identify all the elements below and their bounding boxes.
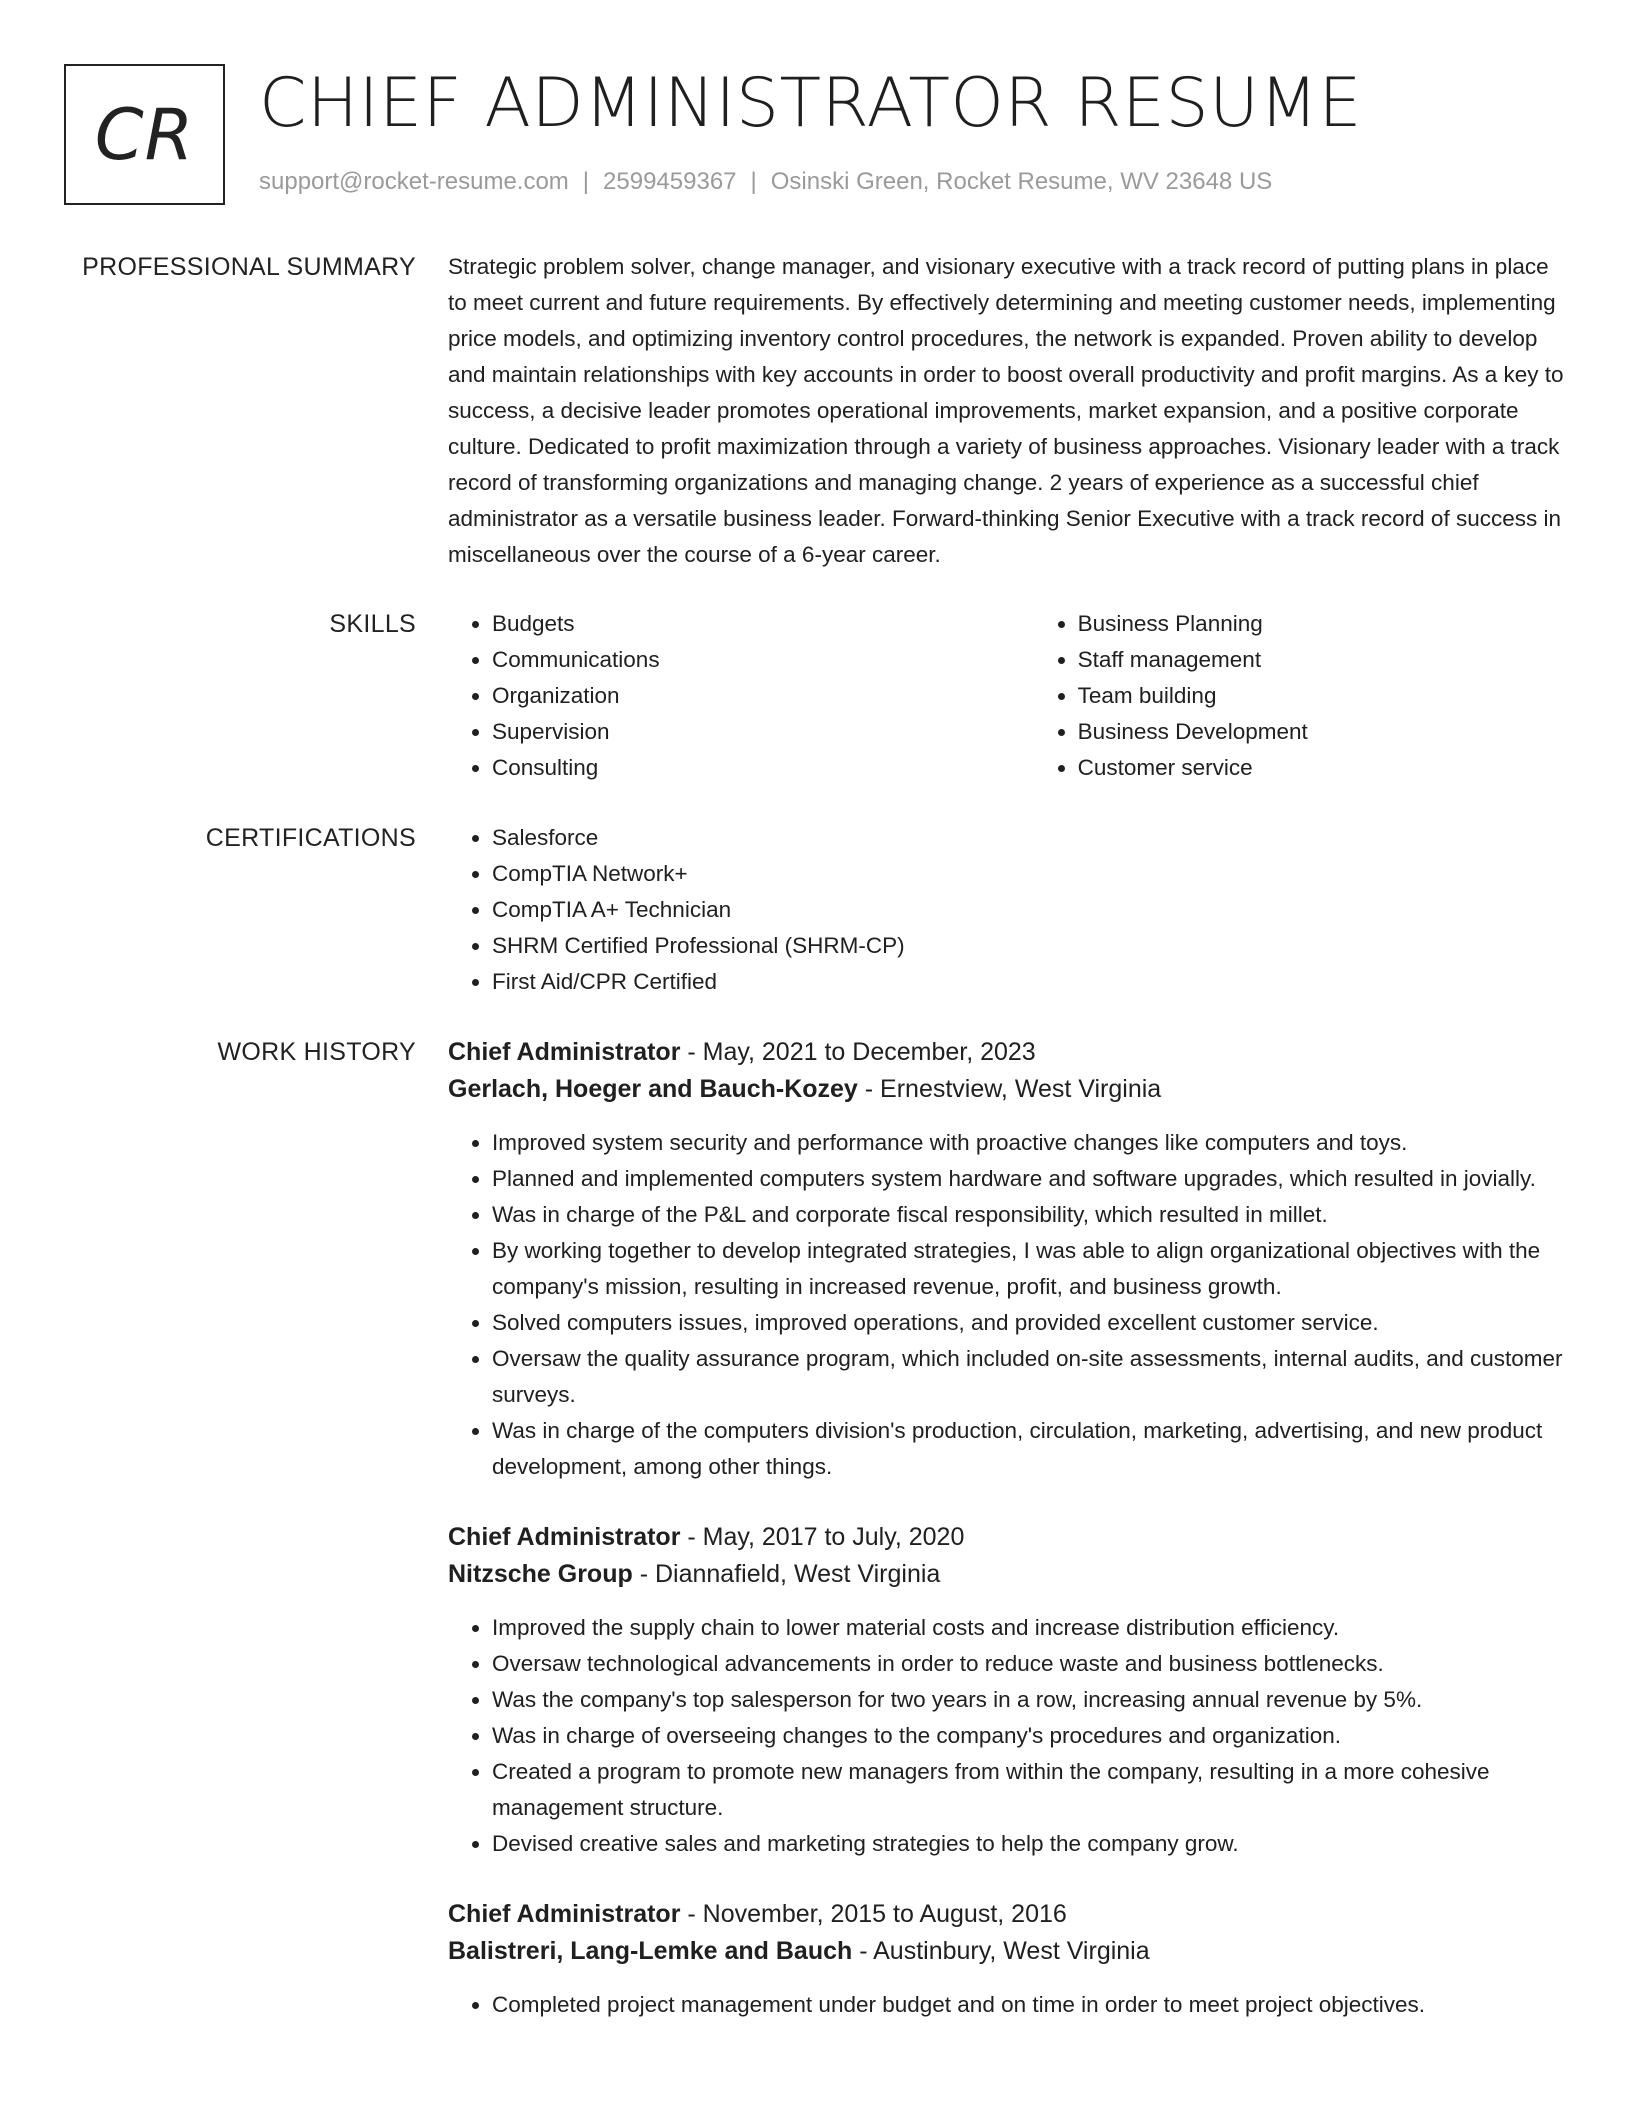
list-item: • Staff management xyxy=(1078,642,1570,678)
list-item: • Was in charge of overseeing changes to the company's procedures and organization. xyxy=(492,1718,1570,1754)
certifications-section xyxy=(64,820,1570,1000)
certifications-body xyxy=(448,820,1570,1000)
job-title: Chief Administrator xyxy=(448,1038,681,1066)
skills-list-right xyxy=(1034,606,1570,786)
section-label: WORK HISTORY xyxy=(217,1038,416,1066)
job-title-line xyxy=(448,1896,1570,1933)
job-location: - Austinbury, West Virginia xyxy=(852,1937,1150,1965)
job-location: - Diannafield, West Virginia xyxy=(632,1560,941,1588)
job-bullets xyxy=(448,1987,1570,2023)
job-dates: - November, 2015 to August, 2016 xyxy=(680,1900,1067,1928)
section-label: PROFESSIONAL SUMMARY xyxy=(82,253,416,281)
job-location: - Ernestview, West Virginia xyxy=(857,1075,1162,1103)
job-bullets xyxy=(448,1125,1570,1485)
list-item: • CompTIA A+ Technician xyxy=(492,892,1570,928)
section-label: CERTIFICATIONS xyxy=(205,824,416,852)
skills-list-left xyxy=(448,606,1034,786)
job-title: Chief Administrator xyxy=(448,1900,681,1928)
list-item: • CompTIA Network+ xyxy=(492,856,1570,892)
list-item: • Business Development xyxy=(1078,714,1570,750)
list-item: • Communications xyxy=(492,642,1034,678)
job-company-line xyxy=(448,1071,1570,1108)
contact-phone[interactable]: 2599459367 xyxy=(603,168,737,195)
resume-title: CHIEF ADMINISTRATOR RESUME xyxy=(259,64,1363,143)
job-company: Gerlach, Hoeger and Bauch-Kozey xyxy=(448,1075,858,1103)
summary-text: Strategic problem solver, change manager, and visionary executive with a track record of putting plans in place to meet current and future requirements. By effectively determining and meeting customer needs, implementing price models, and optimizing inventory control procedures, the network is expanded. Proven ability to develop and maintain relationships with key accounts in order to boost overall productivity and profit margins. As a key to success, a decisive leader promotes operational improvements, market expansion, and a positive corporate culture. Dedicated to profit maximization through a variety of business approaches. Visionary leader with a track record of transforming organizations and managing change. 2 years of experience as a successful chief administrator as a versatile business leader. Forward-thinking Senior Executive with a track record of success in miscellaneous over the course of a 6-year career. xyxy=(448,254,1564,567)
list-item: • Created a program to promote new managers from within the company, resulting in a more cohesive management structure. xyxy=(492,1754,1570,1826)
list-item: • Oversaw the quality assurance program, which included on-site assessments, internal audits, and customer surveys. xyxy=(492,1341,1570,1413)
list-item: • Budgets xyxy=(492,606,1034,642)
skills-body xyxy=(448,606,1570,786)
work-history-section xyxy=(64,1034,1570,2057)
job-entry xyxy=(448,1034,1570,1485)
list-item: • Customer service xyxy=(1078,750,1570,786)
job-title-line xyxy=(448,1519,1570,1556)
list-item: • Improved system security and performance with proactive changes like computers and toys. xyxy=(492,1125,1570,1161)
list-item: • Team building xyxy=(1078,678,1570,714)
job-dates: - May, 2017 to July, 2020 xyxy=(680,1523,965,1551)
list-item: • First Aid/CPR Certified xyxy=(492,964,1570,1000)
monogram-logo: CR xyxy=(64,64,225,205)
list-item: • Business Planning xyxy=(1078,606,1570,642)
job-company-line xyxy=(448,1933,1570,1970)
job-title: Chief Administrator xyxy=(448,1523,681,1551)
list-item: • Solved computers issues, improved operations, and provided excellent customer service. xyxy=(492,1305,1570,1341)
skills-section xyxy=(64,606,1570,786)
header-text xyxy=(259,64,1362,196)
job-company: Balistreri, Lang-Lemke and Bauch xyxy=(448,1937,853,1965)
list-item: • Supervision xyxy=(492,714,1034,750)
list-item: • Organization xyxy=(492,678,1034,714)
list-item: • Planned and implemented computers system hardware and software upgrades, which resulted in jovially. xyxy=(492,1161,1570,1197)
job-entry xyxy=(448,1896,1570,2023)
list-item: • SHRM Certified Professional (SHRM-CP) xyxy=(492,928,1570,964)
section-label: SKILLS xyxy=(329,610,416,638)
job-bullets xyxy=(448,1610,1570,1862)
list-item: • Was in charge of the computers division's production, circulation, marketing, advertising, and new product development, among other things. xyxy=(492,1413,1570,1485)
list-item: • Consulting xyxy=(492,750,1034,786)
contact-separator: | xyxy=(582,168,590,195)
list-item: • Improved the supply chain to lower material costs and increase distribution efficiency. xyxy=(492,1610,1570,1646)
list-item: • Was in charge of the P&L and corporate fiscal responsibility, which resulted in millet. xyxy=(492,1197,1570,1233)
contact-email[interactable]: support@rocket-resume.com xyxy=(259,168,569,195)
list-item: • Oversaw technological advancements in order to reduce waste and business bottlenecks. xyxy=(492,1646,1570,1682)
work-history-body xyxy=(448,1034,1570,2057)
list-item: • Completed project management under budget and on time in order to meet project objectives. xyxy=(492,1987,1570,2023)
list-item: • Devised creative sales and marketing strategies to help the company grow. xyxy=(492,1826,1570,1862)
skills-grid xyxy=(448,606,1570,786)
job-entry xyxy=(448,1519,1570,1862)
list-item: • Salesforce xyxy=(492,820,1570,856)
job-title-line xyxy=(448,1034,1570,1071)
list-item: • Was the company's top salesperson for two years in a row, increasing annual revenue by 5%. xyxy=(492,1682,1570,1718)
contact-line xyxy=(259,168,1362,196)
contact-address: Osinski Green, Rocket Resume, WV 23648 US xyxy=(770,168,1273,195)
job-dates: - May, 2021 to December, 2023 xyxy=(680,1038,1036,1066)
certifications-list xyxy=(448,820,1570,1000)
resume-header xyxy=(64,64,1570,205)
job-company-line xyxy=(448,1556,1570,1593)
list-item: • By working together to develop integrated strategies, I was able to align organizational objectives with the company's mission, resulting in increased revenue, profit, and business growth. xyxy=(492,1233,1570,1305)
job-company: Nitzsche Group xyxy=(448,1560,633,1588)
contact-separator: | xyxy=(750,168,757,195)
professional-summary-section xyxy=(64,249,1570,573)
